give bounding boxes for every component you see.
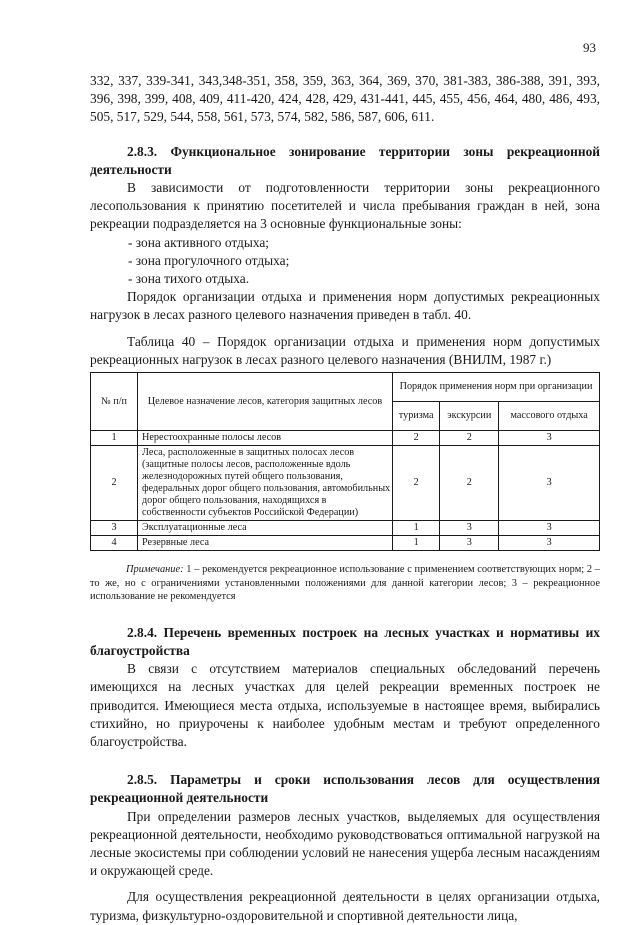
row-purpose: Леса, расположенные в защитных полосах лесов: [142, 447, 355, 459]
zone-item: - зона тихого отдыха.: [128, 271, 250, 287]
row-value: 3: [499, 521, 600, 536]
table-row: [91, 431, 600, 446]
row-num: 4: [91, 536, 138, 551]
row-value: 2: [393, 446, 440, 521]
col-header-group: Порядок применения норм при организации: [393, 373, 600, 402]
table-row: [91, 521, 600, 536]
row-value: 3: [440, 521, 499, 536]
row-value: 2: [440, 446, 499, 521]
row-value: 3: [499, 431, 600, 446]
table-note: [90, 563, 600, 604]
section-2-8-5-para2: Для осуществления рекреационной деятельности в целях организации отдыха, туризма, физкультурно-оздоровительной и спортивной деятельности лица,: [90, 889, 600, 923]
section-2-8-3-heading: 2.8.3. Функциональное зонирование территории зоны рекреационной деятельности: [90, 143, 600, 177]
col-header-purpose: Целевое назначение лесов, категория защитных лесов: [138, 373, 393, 431]
row-value: 2: [393, 431, 440, 446]
table-row: [91, 536, 600, 551]
note-label: Примечание:: [126, 564, 184, 576]
row-value: 3: [440, 536, 499, 551]
row-num: 3: [91, 521, 138, 536]
row-num: 2: [91, 446, 138, 521]
table-row: [91, 446, 600, 521]
row-purpose: Резервные леса: [138, 536, 393, 551]
row-purpose: Нерестоохранные полосы лесов: [138, 431, 393, 446]
zone-item: - зона активного отдыха;: [128, 234, 270, 250]
section-2-8-3-para1: В зависимости от подготовленности территории зоны рекреационного лесопользования к принятию посетителей и числа пребывания граждан в ней, зона рекреации подразделяется на 3 основные функциональные зоны:: [90, 180, 600, 232]
col-header-num: № п/п: [91, 373, 138, 431]
table-caption: Таблица 40 – Порядок организации отдыха и применения норм допустимых рекреационных нагрузок в лесах разного целевого назначения (ВНИЛМ, 1987 г.): [90, 333, 600, 367]
page-content: [90, 72, 600, 925]
note-text: 1 – рекомендуется рекреационное использование с применением соответствующих норм; 2 – то же, но с ограничениями установленными положениями для данной категории лесов; 3 – рекреационное использование не рекомендуется: [90, 564, 600, 603]
row-value: 3: [499, 446, 600, 521]
recreation-table: [90, 372, 600, 551]
row-value: 1: [393, 536, 440, 551]
section-2-8-4-heading: 2.8.4. Перечень временных построек на лесных участках и нормативы их благоустройства: [90, 624, 600, 659]
sub-col-tourism: туризма: [393, 402, 440, 431]
zone-item: - зона прогулочного отдыха;: [128, 252, 290, 268]
section-2-8-5-para1: При определении размеров лесных участков, выделяемых для осуществления рекреационной деятельности, необходимо руководствоваться оптимальной нагрузкой на лесные экосистемы при соблюдении условий не нанесения ущерба лесным насаждениям и окружающей среде.: [90, 808, 600, 879]
row-purpose-details: (защитные полосы лесов, расположенные вдоль железнодорожных путей общего пользования, федеральных дорог общего пользования, автомобильных дорог общего пользования, находящихся в собственности субъектов Российской Федерации): [142, 459, 391, 519]
row-purpose: Эксплуатационные леса: [138, 521, 393, 536]
row-value: 3: [499, 536, 600, 551]
intro-numbers: 332, 337, 339-341, 343,348-351, 358, 359, 363, 364, 369, 370, 381-383, 386-388, 391, 393, 396, 398, 399, 408, 409, 411-420, 424, 428, 429, 431-441, 445, 455, 456, 464, 480, 486, 493, 505, 517, 529, 544, 558, 561, 573, 574, 582, 586, 587, 606, 611.: [90, 73, 600, 125]
section-2-8-5-heading: 2.8.5. Параметры и сроки использования лесов для осуществления рекреационной деятельности: [90, 772, 600, 806]
section-2-8-4-para: В связи с отсутствием материалов специальных обследований перечень имеющихся на лесных участках для целей рекреации временных построек не приводится. Имеющиеся места отдыха, используемые в настоящее время, выбирались стихийно, но приурочены к наиболее удобным местам и требуют определенного благоустройства.: [90, 661, 600, 750]
section-2-8-3-para2: Порядок организации отдыха и применения норм допустимых рекреационных нагрузок в лесах разного целевого назначения приведен в табл. 40.: [90, 289, 600, 323]
sub-col-mass-rest: массового отдыха: [499, 402, 600, 431]
row-value: 1: [393, 521, 440, 536]
sub-col-excursion: экскурсии: [440, 402, 499, 431]
row-purpose-cell: [138, 446, 393, 521]
row-num: 1: [91, 431, 138, 446]
page-number: 93: [583, 40, 596, 55]
row-value: 2: [440, 431, 499, 446]
